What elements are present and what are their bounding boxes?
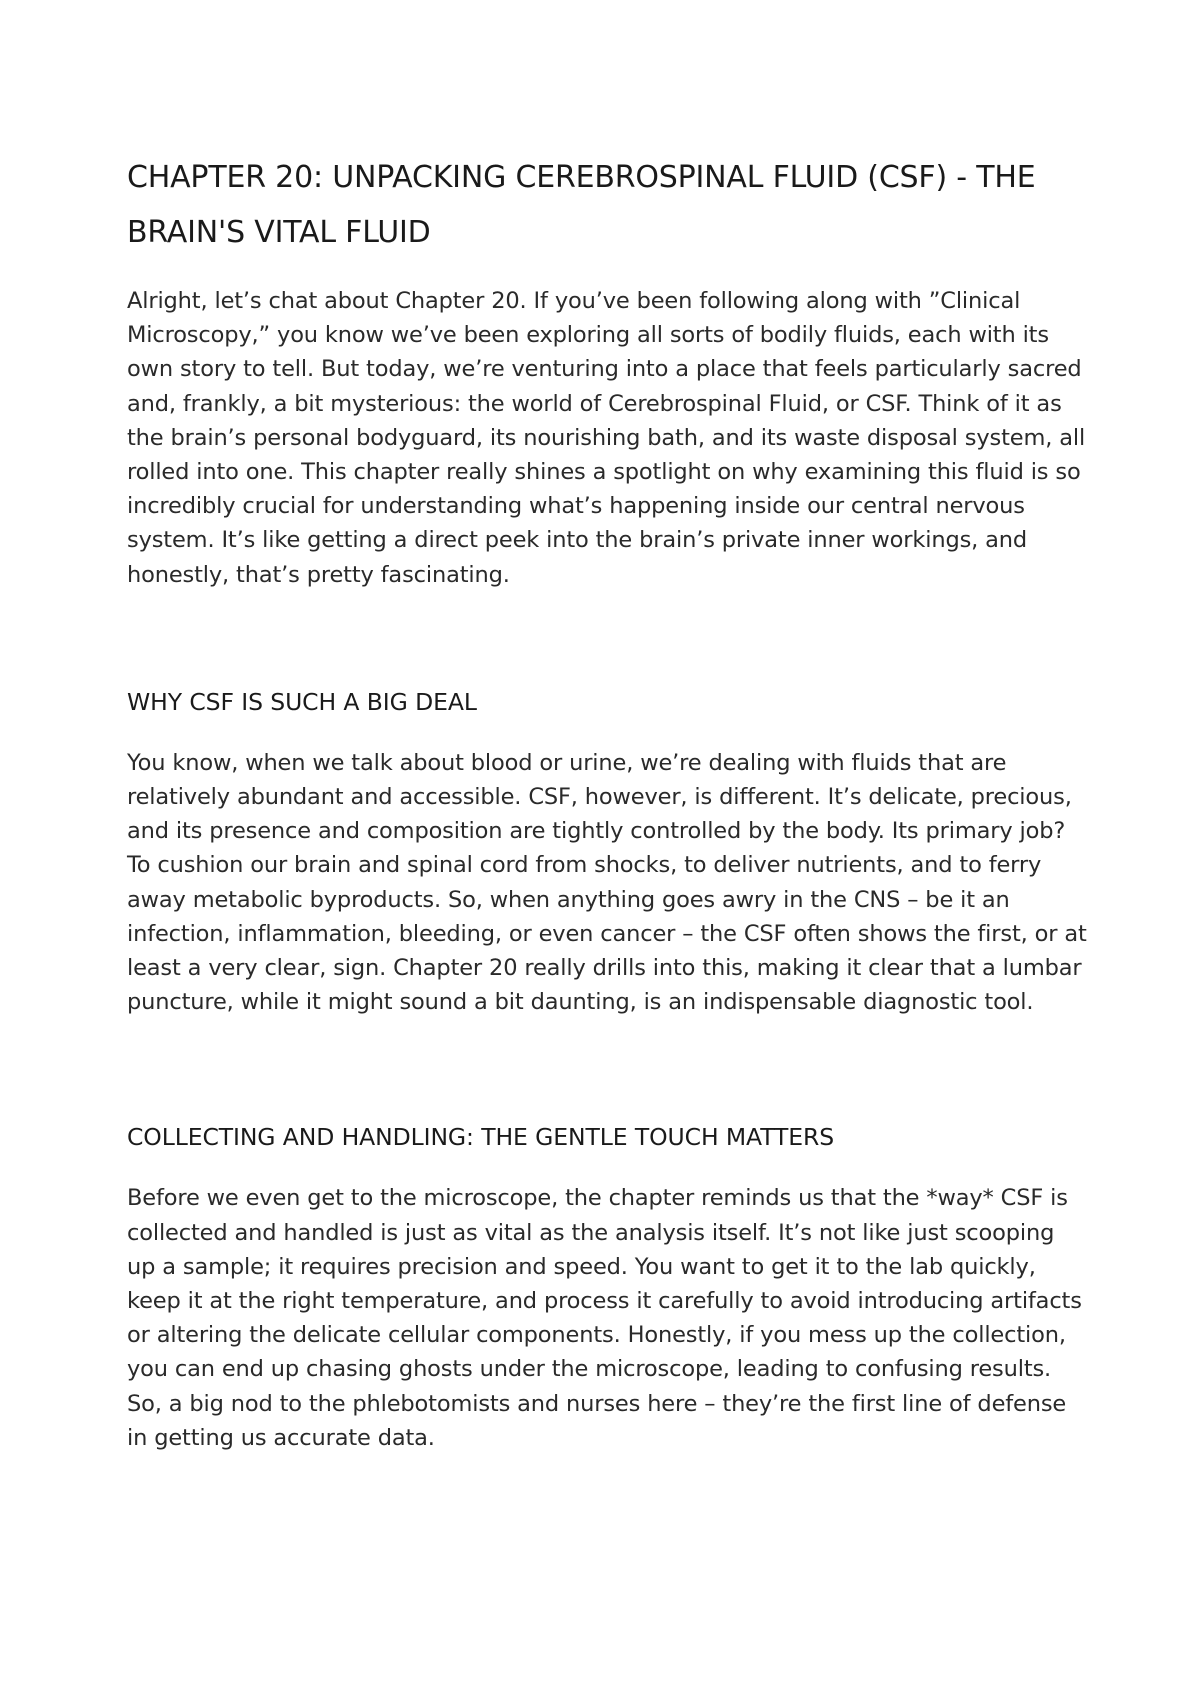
section-body-why-csf: You know, when we talk about blood or urine, we’re dealing with fluids that are relatively abundant and accessible. CSF, however, is different. It’s delicate, precious, and its presence and composition are tightly controlled by the body. Its primary job? To cushion our brain and spinal cord from shocks, to deliver nutrients, and to ferry away metabolic byproducts. So, when anything goes awry in the CNS – be it an infection, inflammation, bleeding, or even cancer – the CSF often shows the first, or at least a very clear, sign. Chapter 20 really drills into this, making it clear that a lumbar puncture, while it might sound a bit daunting, is an indispensable diagnostic tool. bbox=[127, 749, 1087, 1016]
section-heading-why-csf: WHY CSF IS SUCH A BIG DEAL bbox=[127, 687, 477, 716]
chapter-title: CHAPTER 20: UNPACKING CEREBROSPINAL FLUID (CSF) - THE BRAIN'S VITAL FLUID bbox=[127, 160, 1036, 250]
intro-paragraph: Alright, let’s chat about Chapter 20. If you’ve been following along with ”Clinical Microscopy,” you know we’ve been exploring all sorts of bodily fluids, each with its own story to tell. But today, we’re venturing into a place that feels particularly sacred and, frankly, a bit mysterious: the world of Cerebrospinal Fluid, or CSF. Think of it as the brain’s personal bodyguard, its nourishing bath, and its waste disposal system, all rolled into one. This chapter really shines a spotlight on why examining this fluid is so incredibly crucial for understanding what’s happening inside our central nervous system. It’s like getting a direct peek into the brain’s private inner workings, and honestly, that’s pretty fascinating. bbox=[127, 288, 1086, 588]
section-heading-collecting-handling: COLLECTING AND HANDLING: THE GENTLE TOUCH MATTERS bbox=[127, 1123, 835, 1152]
section-body-collecting-handling: Before we even get to the microscope, the chapter reminds us that the *way* CSF is collected and handled is just as vital as the analysis itself. It’s not like just scooping up a sample; it requires precision and speed. You want to get it to the lab quickly, keep it at the right temperature, and process it carefully to avoid introducing artifacts or altering the delicate cellular components. Honestly, if you mess up the collection, you can end up chasing ghosts under the microscope, leading to confusing results. So, a big nod to the phlebotomists and nurses here – they’re the first line of defense in getting us accurate data. bbox=[127, 1185, 1082, 1451]
document-page bbox=[127, 150, 1087, 1455]
